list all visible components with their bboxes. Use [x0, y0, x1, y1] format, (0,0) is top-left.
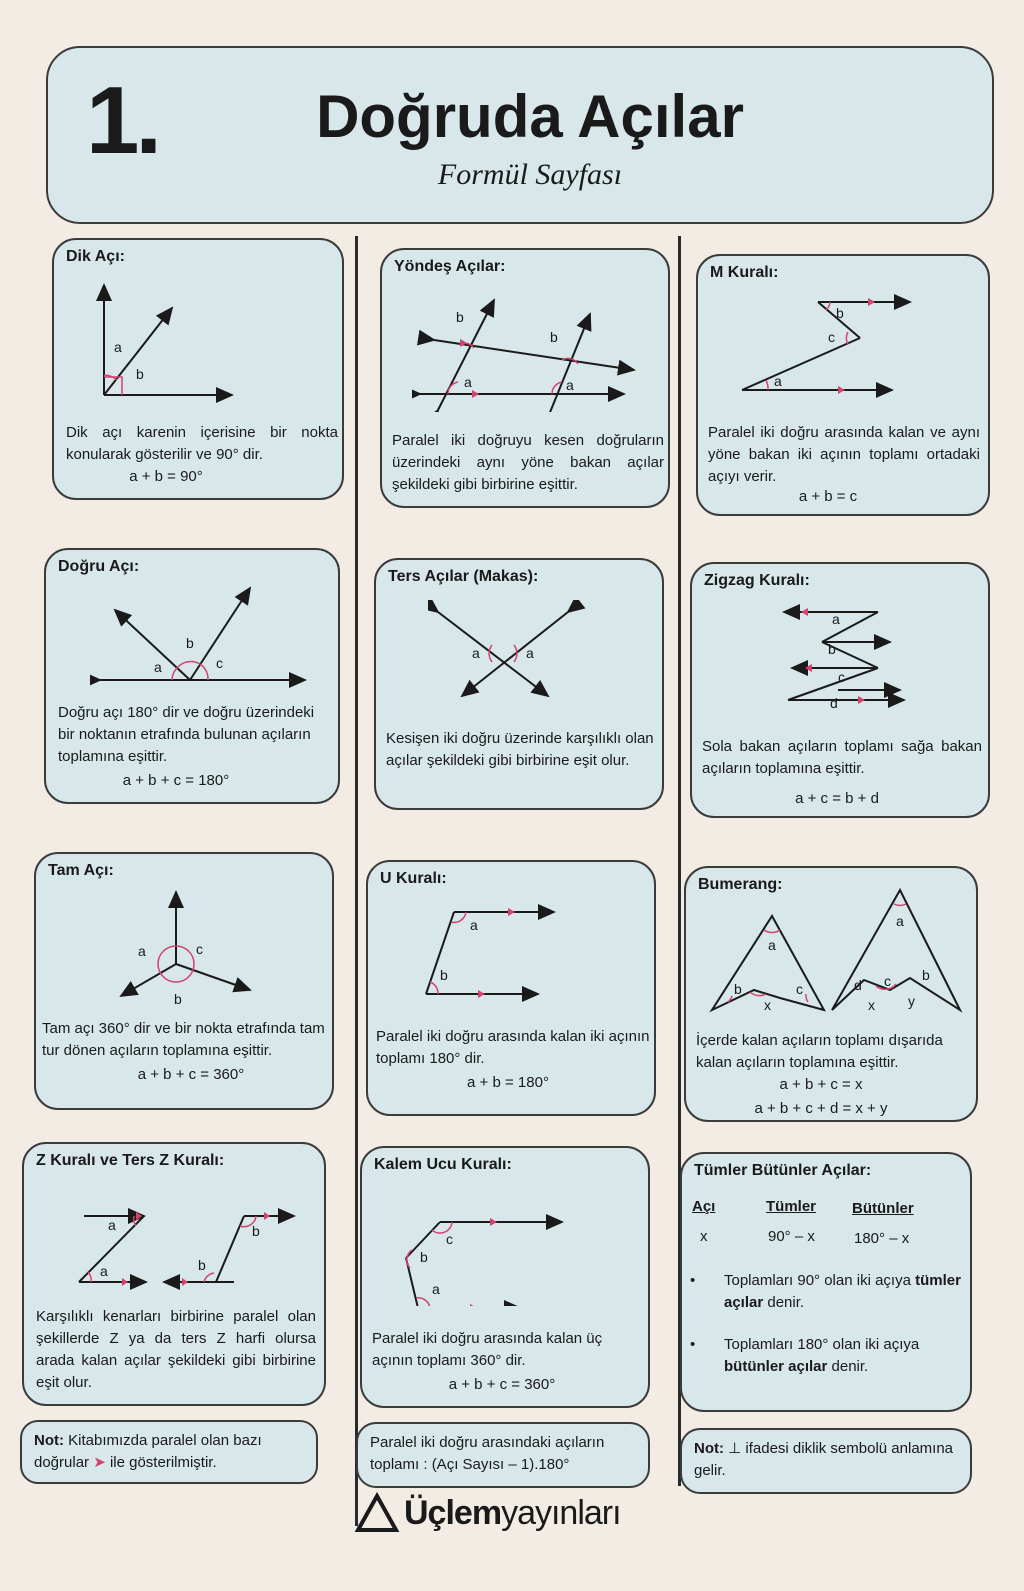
label-a: a — [138, 943, 146, 959]
label-a-right: a — [566, 377, 574, 393]
card-z-kurali — [22, 1142, 326, 1406]
u-rule-diagram — [418, 898, 578, 1008]
card-yondes-acilar — [380, 248, 670, 508]
card-formula: a + b + c = 360° — [137, 1066, 245, 1083]
label-x-right: x — [868, 997, 875, 1013]
parallel-arrow-icon: ➤ — [93, 1454, 106, 1471]
label-b-left: b — [734, 981, 742, 997]
pen-tip-rule-diagram — [400, 1196, 600, 1306]
column-divider-left — [355, 236, 358, 1526]
bullet-tumler — [724, 1270, 964, 1314]
corresponding-angles-diagram — [412, 292, 652, 412]
bullet-bold: tümler açılar — [724, 1272, 961, 1311]
label-b-left: b — [456, 309, 464, 325]
card-title: Dik Açı: — [66, 248, 125, 265]
label-a: a — [470, 917, 478, 933]
card-formula: a + b = c — [798, 488, 858, 505]
note-text: Paralel iki doğru arasındaki açıların toplamı : (Açı Sayısı – 1).180° — [370, 1434, 605, 1473]
z-rule-diagram — [64, 1198, 324, 1298]
card-description: Paralel iki doğru arasında kalan ve aynı yöne bakan iki açının toplamı ortadaki açıyı verir. — [708, 424, 980, 485]
label-b-right: b — [922, 967, 930, 983]
card-description: Dik açı karenin içerisine bir nokta konularak gösterilir ve 90° dir. — [66, 424, 338, 463]
label-a-top: a — [108, 1217, 116, 1233]
cell-aci: x — [700, 1228, 708, 1245]
label-c-left: c — [796, 981, 803, 997]
card-title: Ters Açılar (Makas): — [388, 568, 539, 585]
bullet-dot-1: • — [690, 1272, 696, 1289]
label-x-left: x — [764, 997, 771, 1013]
card-description: Tam açı 360° dir ve bir nokta etrafında tam tur dönen açıların toplamına eşittir. — [42, 1020, 325, 1059]
card-title: Zigzag Kuralı: — [704, 572, 810, 589]
card-bumerang — [684, 866, 978, 1122]
bullet-text-end: denir. — [763, 1294, 805, 1311]
label-b: b — [836, 305, 844, 321]
card-formula: a + c = b + d — [795, 790, 879, 807]
card-formula: a + b + c = 360° — [448, 1376, 556, 1393]
card-title: Tam Açı: — [48, 862, 114, 879]
label-c: c — [828, 329, 835, 345]
boomerang-diagram — [704, 886, 974, 1016]
label-a-right: a — [896, 913, 904, 929]
label-b: b — [828, 641, 836, 657]
card-title: Z Kuralı ve Ters Z Kuralı: — [36, 1152, 225, 1169]
card-title: U Kuralı: — [380, 870, 447, 887]
full-angle-diagram — [106, 884, 286, 1014]
label-b-right: b — [550, 329, 558, 345]
label-b: b — [440, 967, 448, 983]
card-description: İçerde kalan açıların toplamı dışarıda kalan açıların toplamına eşittir. — [696, 1032, 943, 1071]
card-title: Doğru Açı: — [58, 558, 140, 575]
bullet-text-end: denir. — [827, 1358, 869, 1375]
card-description: Sola bakan açıların toplamı sağa bakan açıların toplamına eşittir. — [702, 738, 982, 777]
label-c: c — [196, 941, 203, 957]
column-header-tumler: Tümler — [766, 1198, 817, 1215]
cell-butunler: 180° – x — [854, 1230, 910, 1247]
note-text: Kitabımızda paralel olan bazı doğrular — [34, 1432, 262, 1471]
bullet-dot-2: • — [690, 1336, 696, 1353]
publisher-logo-icon — [354, 1492, 400, 1536]
note-text: ⊥ ifadesi diklik sembolü anlamına gelir. — [694, 1440, 954, 1479]
note-perpendicular-symbol — [680, 1428, 972, 1494]
note-label: Not: — [694, 1440, 724, 1457]
note-parallel-symbol — [20, 1420, 318, 1484]
label-b: b — [186, 635, 194, 651]
card-tumler-butunler — [680, 1152, 972, 1412]
column-header-butunler: Bütünler — [852, 1200, 914, 1217]
cell-tumler: 90° – x — [768, 1228, 815, 1245]
label-a: a — [832, 611, 840, 627]
label-y-right: y — [908, 993, 915, 1009]
card-formula: a + b + c = 180° — [122, 772, 230, 789]
label-a: a — [774, 373, 782, 389]
bullet-text: Toplamları 180° olan iki açıya — [724, 1336, 920, 1353]
card-title: Yöndeş Açılar: — [394, 258, 506, 275]
note-text-end: ile gösterilmiştir. — [105, 1454, 217, 1471]
note-parallel-angles-sum — [356, 1422, 650, 1488]
label-b: b — [420, 1249, 428, 1265]
card-description: Doğru açı 180° dir ve doğru üzerindeki bir noktanın etrafında bulunan açıların toplamına eşittir. — [58, 704, 315, 765]
card-title: M Kuralı: — [710, 264, 779, 281]
card-u-kurali — [366, 860, 656, 1116]
label-d-right: d — [854, 977, 862, 993]
label-b: b — [136, 366, 144, 382]
vertical-angles-diagram — [428, 600, 588, 700]
card-dogru-aci — [44, 548, 340, 804]
card-formula-1: a + b + c = x — [779, 1076, 863, 1093]
straight-angle-diagram — [90, 580, 310, 690]
bullet-bold: bütünler açılar — [724, 1358, 828, 1375]
publisher-name-a: Üçlem — [404, 1494, 502, 1532]
label-a-left: a — [464, 374, 472, 390]
label-c-right: c — [884, 973, 891, 989]
card-description: Paralel iki doğru arasında kalan üç açının toplamı 360° dir. — [372, 1330, 603, 1369]
publisher-name-b: yayınları — [501, 1494, 621, 1532]
zigzag-rule-diagram — [778, 604, 918, 714]
page-title: Doğruda Açılar — [316, 83, 744, 150]
label-b-top: b — [252, 1223, 260, 1239]
label-c: c — [446, 1231, 453, 1247]
label-c: c — [216, 655, 223, 671]
note-label: Not: — [34, 1432, 64, 1449]
label-b: b — [174, 991, 182, 1007]
card-formula: a + b = 180° — [467, 1074, 549, 1091]
card-tam-aci — [34, 852, 334, 1110]
card-formula: a + b = 90° — [129, 468, 203, 485]
card-zigzag — [690, 562, 990, 818]
card-title: Tümler Bütünler Açılar: — [694, 1162, 872, 1179]
card-kalem-ucu — [360, 1146, 650, 1408]
card-ters-acilar — [374, 558, 664, 810]
card-description: Paralel iki doğruyu kesen doğruların üzerindeki aynı yöne bakan açılar şekildeki gibi birbirine eşittir. — [392, 432, 664, 493]
card-description: Paralel iki doğru arasında kalan iki açının toplamı 180° dir. — [376, 1028, 650, 1067]
card-m-kurali — [696, 254, 990, 516]
label-a: a — [154, 659, 162, 675]
m-rule-diagram — [738, 292, 918, 402]
page-subtitle: Formül Sayfası — [437, 158, 623, 191]
right-angle-diagram — [84, 280, 284, 420]
card-description: Karşılıklı kenarları birbirine paralel olan şekillerde Z ya da ters Z harfi olursa arada kalan açılar şekildeki gibi birbirine eşit olur. — [36, 1308, 316, 1391]
card-description: Kesişen iki doğru üzerinde karşılıklı olan açılar şekildeki gibi birbirine eşit olur. — [386, 730, 654, 769]
label-d: d — [830, 695, 838, 711]
label-a-right: a — [526, 645, 534, 661]
card-title: Kalem Ucu Kuralı: — [374, 1156, 512, 1173]
label-c: c — [838, 669, 845, 685]
bullet-text: Toplamları 90° olan iki açıya — [724, 1272, 916, 1289]
publisher-name — [404, 1494, 621, 1533]
card-dik-aci — [52, 238, 344, 500]
label-a-left: a — [472, 645, 480, 661]
label-a-left: a — [768, 937, 776, 953]
card-title: Bumerang: — [698, 876, 783, 893]
label-a: a — [114, 339, 122, 355]
label-b-bottom: b — [198, 1257, 206, 1273]
label-a: a — [432, 1281, 440, 1297]
chapter-number: 1. — [86, 67, 159, 174]
card-formula-2: a + b + c + d = x + y — [754, 1100, 888, 1117]
label-a-bottom: a — [100, 1263, 108, 1279]
bullet-butunler — [724, 1334, 964, 1378]
column-header-aci: Açı — [692, 1198, 716, 1215]
